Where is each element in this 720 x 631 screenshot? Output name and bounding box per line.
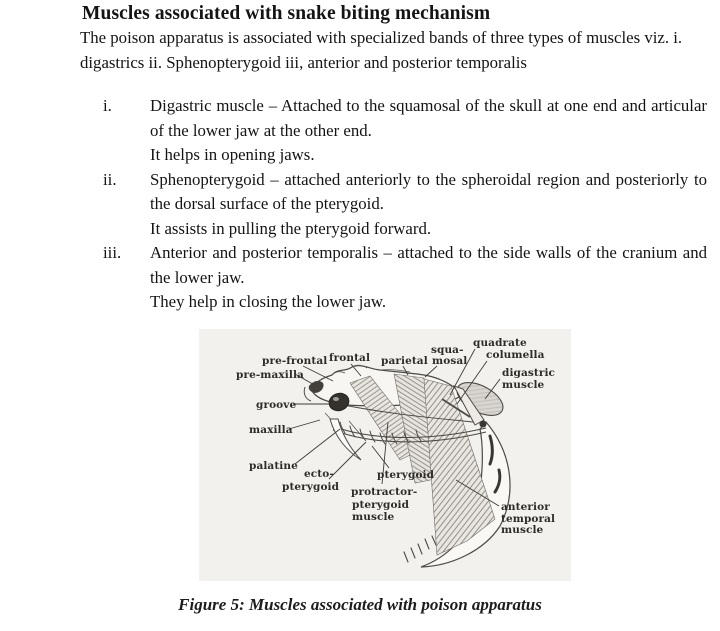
figure: [199, 329, 571, 585]
intro-paragraph: The poison apparatus is associated with specialized bands of three types of muscles viz. i. digastrics ii. Sphenopterygoid iii, anterior and posterior temporalis: [80, 28, 683, 72]
label-palatine: palatine: [249, 460, 298, 472]
list-item-text: Sphenopterygoid – attached anteriorly to the spheroidal region and posteriorly to the dorsal surface of the pterygoid.: [150, 169, 707, 213]
label-anterior-temporal-line3: muscle: [501, 524, 544, 536]
label-anterior-temporal-line2: temporal: [501, 513, 556, 525]
label-squamosal-line2: mosal: [432, 355, 468, 367]
label-digastric-muscle-line1: digastric: [502, 367, 556, 379]
snake-skull-diagram: [199, 329, 571, 585]
groove-highlight: [333, 397, 339, 401]
list-item-body: [150, 168, 707, 242]
list-item-body: [150, 94, 707, 168]
list-item-text: Anterior and posterior temporalis – attached to the side walls of the cranium and the lower jaw.: [150, 243, 707, 287]
label-protractor-pterygoid-line2: pterygoid: [352, 499, 410, 511]
label-pterygoid: pterygoid: [377, 469, 435, 481]
list-item: [103, 168, 707, 242]
label-groove: groove: [256, 399, 297, 411]
page-title: Muscles associated with snake biting mechanism: [82, 3, 491, 24]
label-ecto-pterygoid-line2: pterygoid: [282, 481, 340, 493]
list-item-note: It assists in pulling the pterygoid forward.: [150, 218, 432, 238]
label-protractor-pterygoid-line1: protractor-: [351, 486, 418, 498]
label-quadrate: quadrate: [473, 337, 527, 349]
label-anterior-temporal-line1: anterior: [501, 501, 550, 513]
list-item-number: i.: [103, 96, 112, 115]
label-frontal: frontal: [329, 352, 371, 364]
list-item-number: ii.: [103, 169, 117, 189]
list-item: [103, 241, 707, 315]
label-parietal: parietal: [381, 355, 428, 367]
label-ecto-pterygoid-line1: ecto-: [304, 468, 334, 480]
list-item-note: They help in closing the lower jaw.: [150, 292, 387, 311]
label-columella: columella: [486, 349, 545, 361]
list-item: [103, 94, 707, 168]
jaw-articulation: [480, 421, 487, 428]
list-item-body: [150, 241, 707, 315]
list-item-note: It helps in opening jaws.: [150, 145, 315, 164]
label-pre-maxilla: pre-maxilla: [236, 369, 304, 381]
label-digastric-muscle-line2: muscle: [502, 379, 545, 391]
label-pre-frontal: pre-frontal: [262, 355, 328, 367]
list-item-number: iii.: [103, 243, 122, 262]
muscle-list: [103, 94, 707, 315]
label-protractor-pterygoid-line3: muscle: [352, 511, 395, 523]
list-item-text: Digastric muscle – Attached to the squamosal of the skull at one end and articular of the lower jaw at the other end.: [150, 96, 707, 140]
figure-caption: Figure 5: Muscles associated with poison apparatus: [178, 595, 542, 614]
label-maxilla: maxilla: [249, 424, 293, 436]
label-squamosal-line1: squa-: [431, 344, 464, 356]
